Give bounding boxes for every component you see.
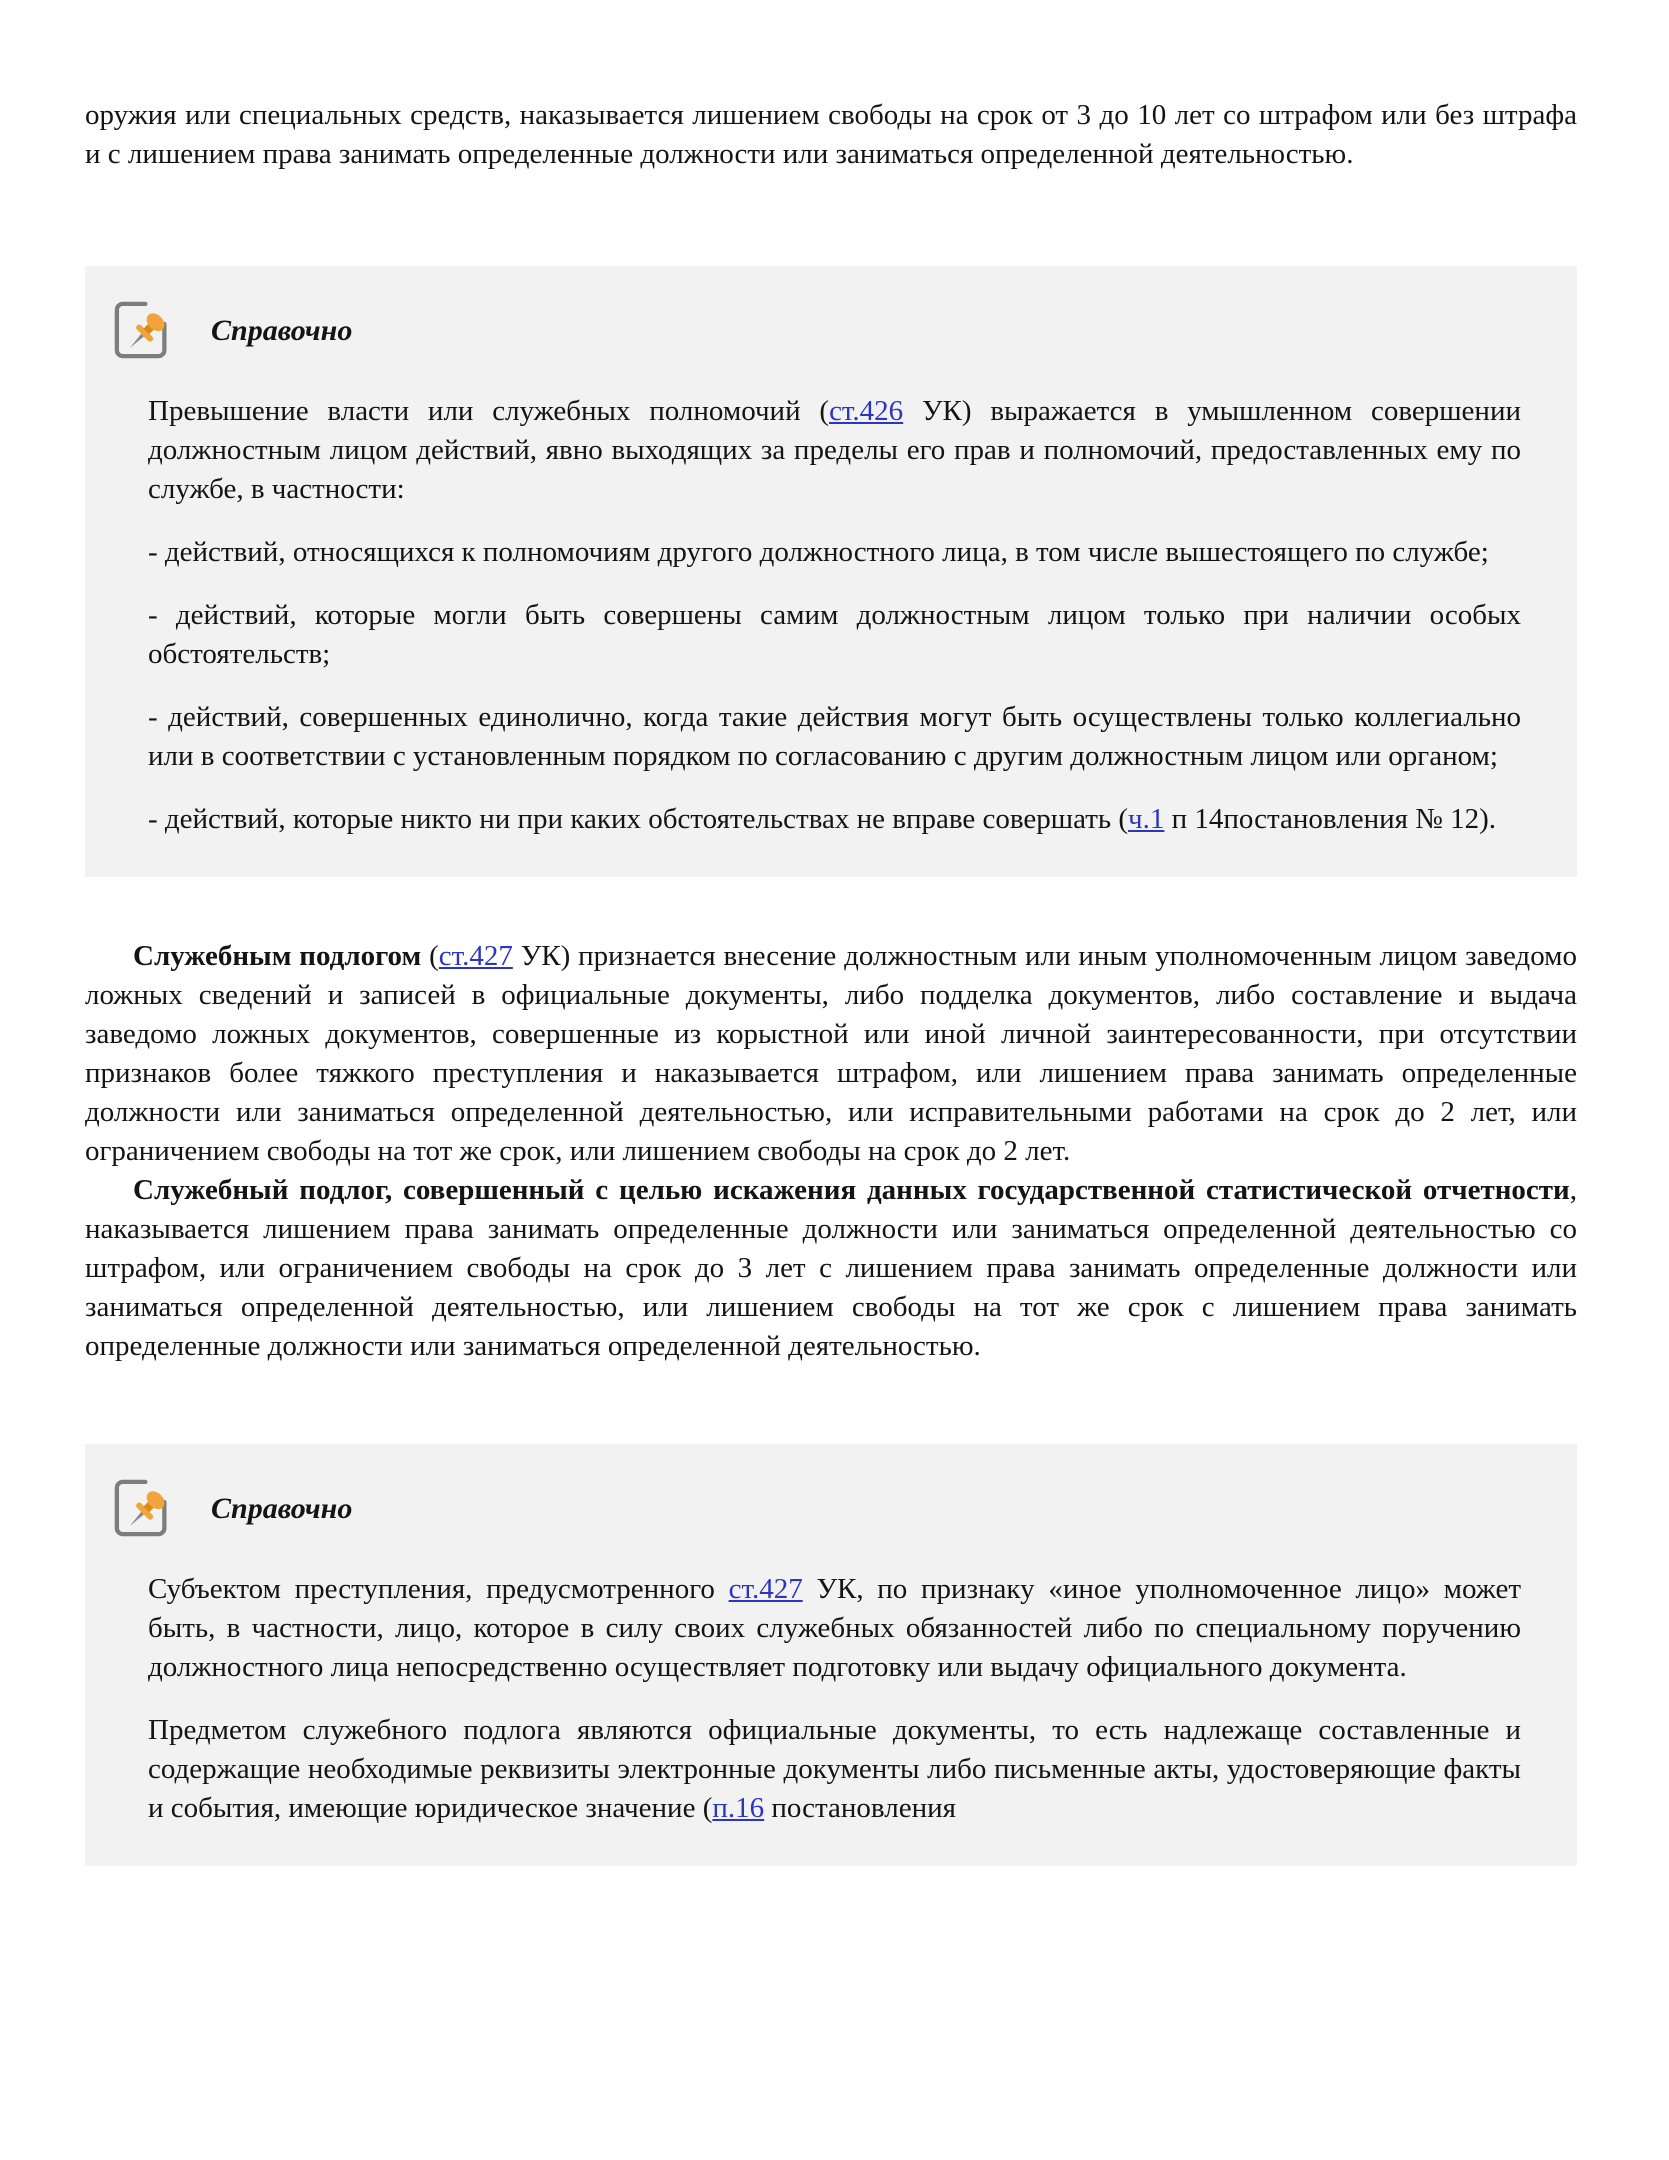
callout-title: Справочно: [211, 313, 353, 347]
callout-paragraph: [148, 1711, 1521, 1828]
text-segment: - действий, относящихся к полномочиям другого должностного лица, в том числе вышестоящего по службе;: [148, 536, 1489, 568]
callout-header: [105, 292, 1521, 368]
inline-link[interactable]: ст.426: [829, 395, 904, 427]
note-pushpin-icon: [105, 292, 181, 368]
callout-paragraph: [148, 596, 1521, 674]
text-segment: (: [421, 940, 439, 972]
inline-link[interactable]: ч.1: [1128, 803, 1165, 835]
callout-paragraph: [148, 392, 1521, 509]
inline-link[interactable]: ст.427: [728, 1573, 803, 1605]
text-segment: - действий, которые могли быть совершены самим должностным лицом только при наличии особых обстоятельств;: [148, 599, 1521, 670]
text-segment: п 14постановления № 12).: [1164, 803, 1497, 835]
text-segment: постановления: [764, 1792, 956, 1824]
bold-text: Служебным подлогом: [133, 940, 422, 972]
bold-text: Служебный подлог, совершенный с целью искажения данных государственной статистической отчетности: [133, 1174, 1570, 1206]
body-text-block: [85, 937, 1577, 1366]
callout-body: [148, 1570, 1521, 1828]
inline-link[interactable]: ст.427: [438, 940, 513, 972]
callout-body: [148, 392, 1521, 839]
intro-paragraph: [85, 96, 1577, 174]
body-paragraph: [85, 1171, 1577, 1366]
callout-title: Справочно: [211, 1491, 353, 1525]
inline-link[interactable]: п.16: [712, 1792, 765, 1824]
body-paragraph: [85, 937, 1577, 1171]
text-segment: УК) выражается в умышленном совершении должностным лицом действий, явно выходящих за пределы его прав и полномочий, предоставленных ему по службе, в частности:: [148, 395, 1521, 505]
callout-header: [105, 1470, 1521, 1546]
text-segment: оружия или специальных средств, наказывается лишением свободы на срок от 3 до 10 лет со штрафом или без штрафа и с лишением права занимать определенные должности или заниматься определенной деятельностью.: [85, 99, 1577, 170]
text-segment: УК) признается внесение должностным или иным уполномоченным лицом заведомо ложных сведений и записей в официальные документы, либо подделка документов, либо составление и выдача заведомо ложных документов, совершенные из корыстной или иной личной заинтересованности, при отсутствии признаков более тяжкого преступления и наказывается штрафом, или лишением права занимать определенные должности или заниматься определенной деятельностью, или исправительными работами на срок до 2 лет, или ограничением свободы на тот же срок, или лишением свободы на срок до 2 лет.: [85, 940, 1577, 1167]
text-segment: Предметом служебного подлога являются официальные документы, то есть надлежаще составленные и содержащие необходимые реквизиты электронные документы либо письменные акты, удостоверяющие факты и события, имеющие юридическое значение (: [148, 1714, 1521, 1824]
reference-callout-1: [85, 266, 1577, 877]
callout-paragraph: [148, 698, 1521, 776]
callout-paragraph: [148, 533, 1521, 572]
text-segment: - действий, совершенных единолично, когда такие действия могут быть осуществлены только коллегиально или в соответствии с установленным порядком по согласованию с другим должностным лицом или органом;: [148, 701, 1521, 772]
text-segment: Субъектом преступления, предусмотренного: [148, 1573, 729, 1605]
text-segment: Превышение власти или служебных полномочий (: [148, 395, 830, 427]
callout-paragraph: [148, 1570, 1521, 1687]
note-pushpin-icon: [105, 1470, 181, 1546]
text-segment: , наказывается лишением права занимать определенные должности или заниматься определенной деятельностью со штрафом, или ограничением свободы на срок до 3 лет с лишением права занимать определенные должности или заниматься определенной деятельностью, или лишением свободы на тот же срок с лишением права занимать определенные должности или заниматься определенной деятельностью.: [85, 1174, 1577, 1362]
text-segment: УК, по признаку «иное уполномоченное лицо» может быть, в частности, лицо, которое в силу своих служебных обязанностей либо по специальному поручению должностного лица непосредственно осуществляет подготовку или выдачу официального документа.: [148, 1573, 1521, 1683]
reference-callout-2: [85, 1444, 1577, 1866]
text-segment: - действий, которые никто ни при каких обстоятельствах не вправе совершать (: [148, 803, 1129, 835]
callout-paragraph: [148, 800, 1521, 839]
